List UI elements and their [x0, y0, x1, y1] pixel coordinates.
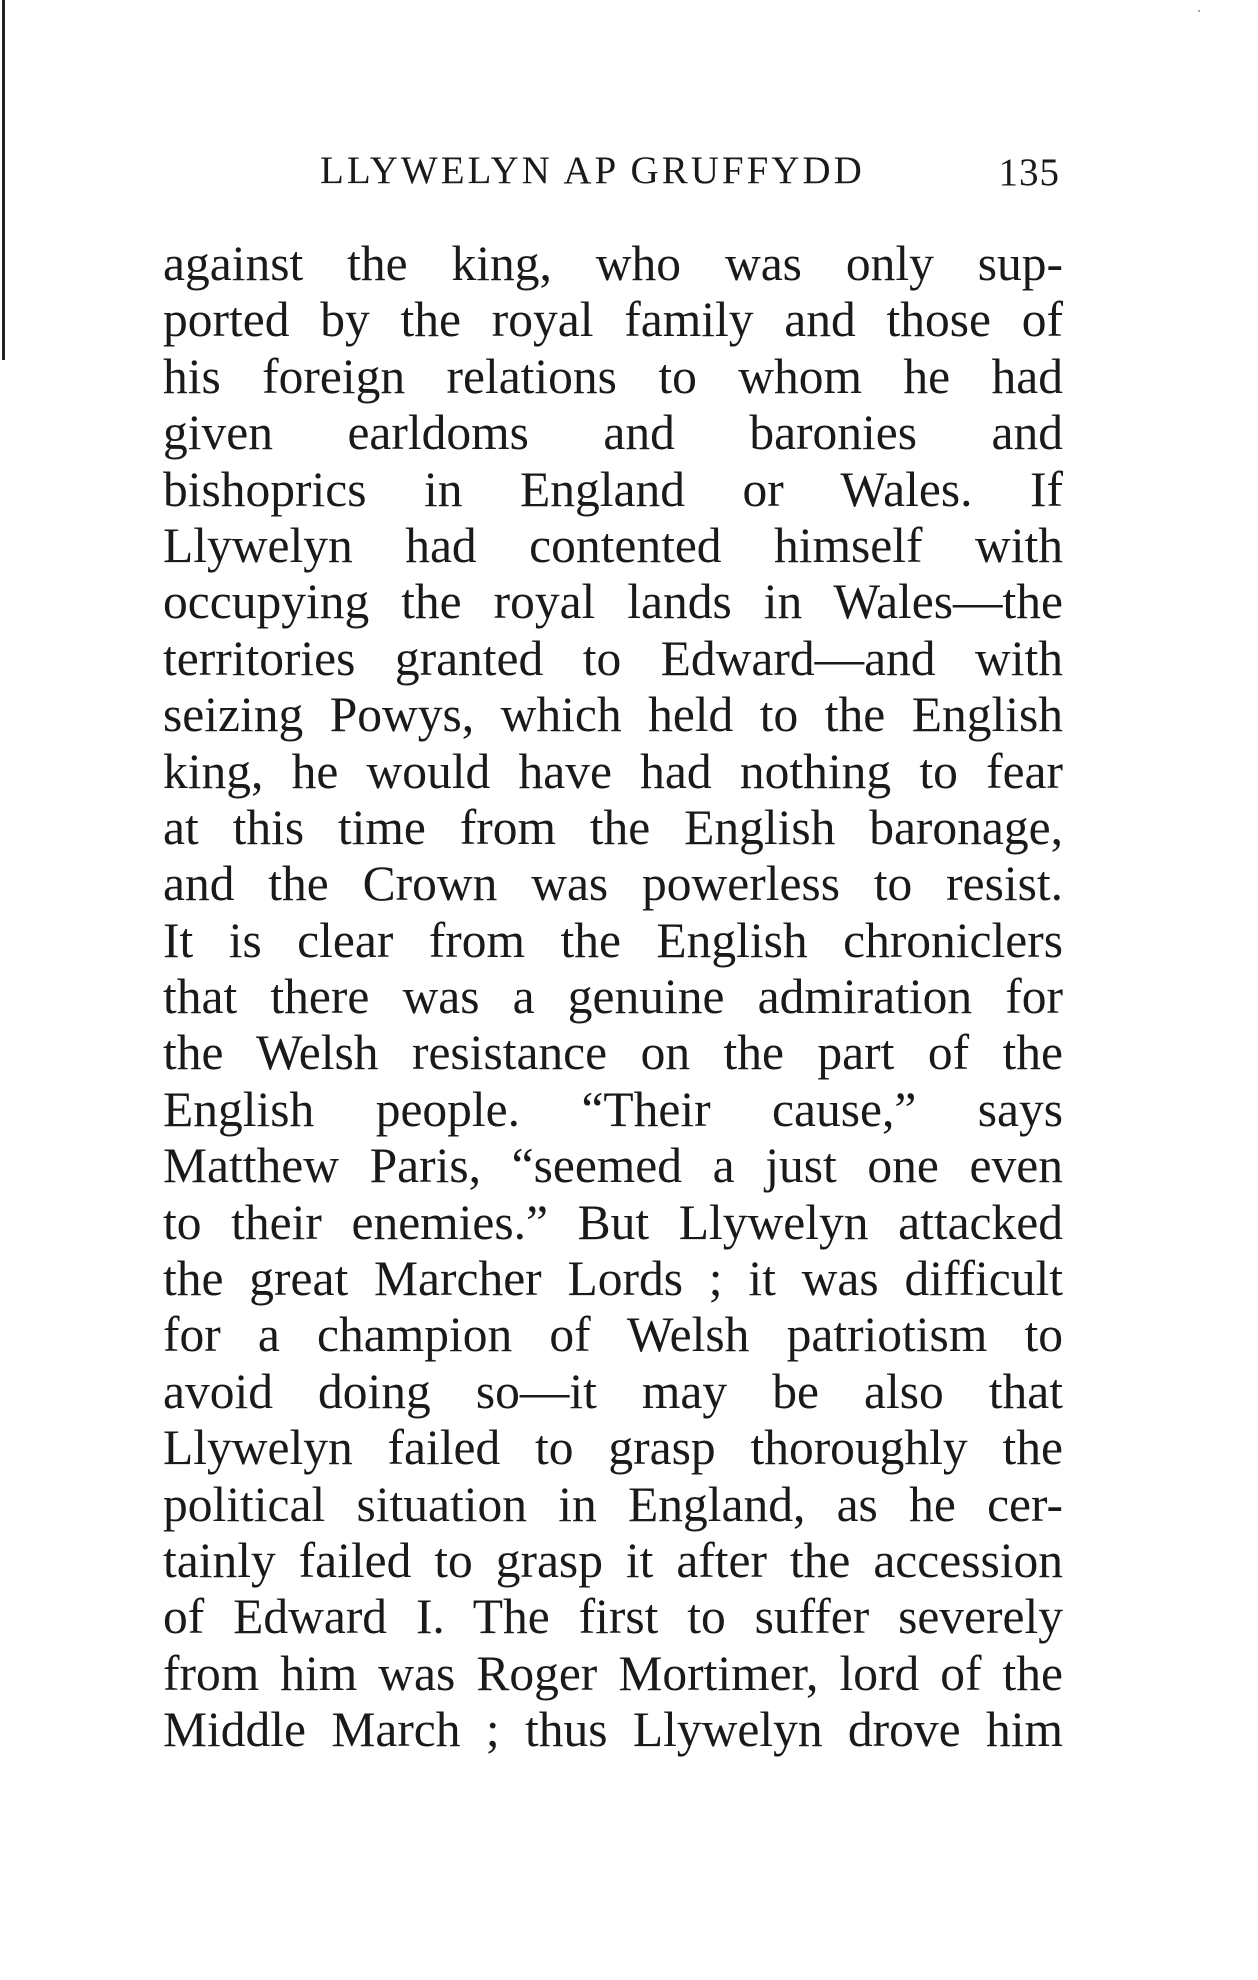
- text-line: given earldoms and baronies and: [163, 405, 1063, 461]
- text-line: of Edward I. The first to suffer severely: [163, 1589, 1063, 1645]
- body-text: [163, 236, 1063, 1759]
- text-line: the great Marcher Lords ; it was difficult: [163, 1251, 1063, 1307]
- text-line: bishoprics in England or Wales. If: [163, 461, 1063, 517]
- text-line: against the king, who was only sup-: [163, 236, 1063, 291]
- scan-edge-mark: [2, 0, 5, 360]
- text-line: and the Crown was powerless to resist.: [163, 856, 1063, 912]
- text-line: that there was a genuine admiration for: [163, 969, 1063, 1025]
- text-line: territories granted to Edward—and with: [163, 630, 1063, 686]
- running-head: [320, 148, 1072, 198]
- text-line: at this time from the English baronage,: [163, 799, 1063, 855]
- text-line: the Welsh resistance on the part of the: [163, 1025, 1063, 1081]
- text-line: It is clear from the English chroniclers: [163, 912, 1063, 968]
- text-line: Llywelyn had contented himself with: [163, 517, 1063, 573]
- text-line: Matthew Paris, “seemed a just one even: [163, 1138, 1063, 1194]
- text-line: to their enemies.” But Llywelyn attacked: [163, 1194, 1063, 1250]
- text-line: his foreign relations to whom he had: [163, 348, 1063, 404]
- text-line: tainly failed to grasp it after the accession: [163, 1532, 1063, 1588]
- page-number: 135: [998, 151, 1060, 194]
- text-line: political situation in England, as he cer-: [163, 1476, 1063, 1532]
- text-line: Llywelyn failed to grasp thoroughly the: [163, 1420, 1063, 1476]
- scan-speck: [1198, 10, 1200, 12]
- running-title: LLYWELYN AP GRUFFYDD: [320, 149, 865, 192]
- text-line: from him was Roger Mortimer, lord of the: [163, 1645, 1063, 1701]
- text-line: seizing Powys, which held to the English: [163, 687, 1063, 743]
- text-line: avoid doing so—it may be also that: [163, 1363, 1063, 1419]
- text-line: English people. “Their cause,” says: [163, 1081, 1063, 1137]
- text-line: occupying the royal lands in Wales—the: [163, 574, 1063, 630]
- text-line: for a champion of Welsh patriotism to: [163, 1307, 1063, 1363]
- text-line: ported by the royal family and those of: [163, 292, 1063, 348]
- text-line: Middle March ; thus Llywelyn drove him: [163, 1702, 1063, 1758]
- text-line: king, he would have had nothing to fear: [163, 743, 1063, 799]
